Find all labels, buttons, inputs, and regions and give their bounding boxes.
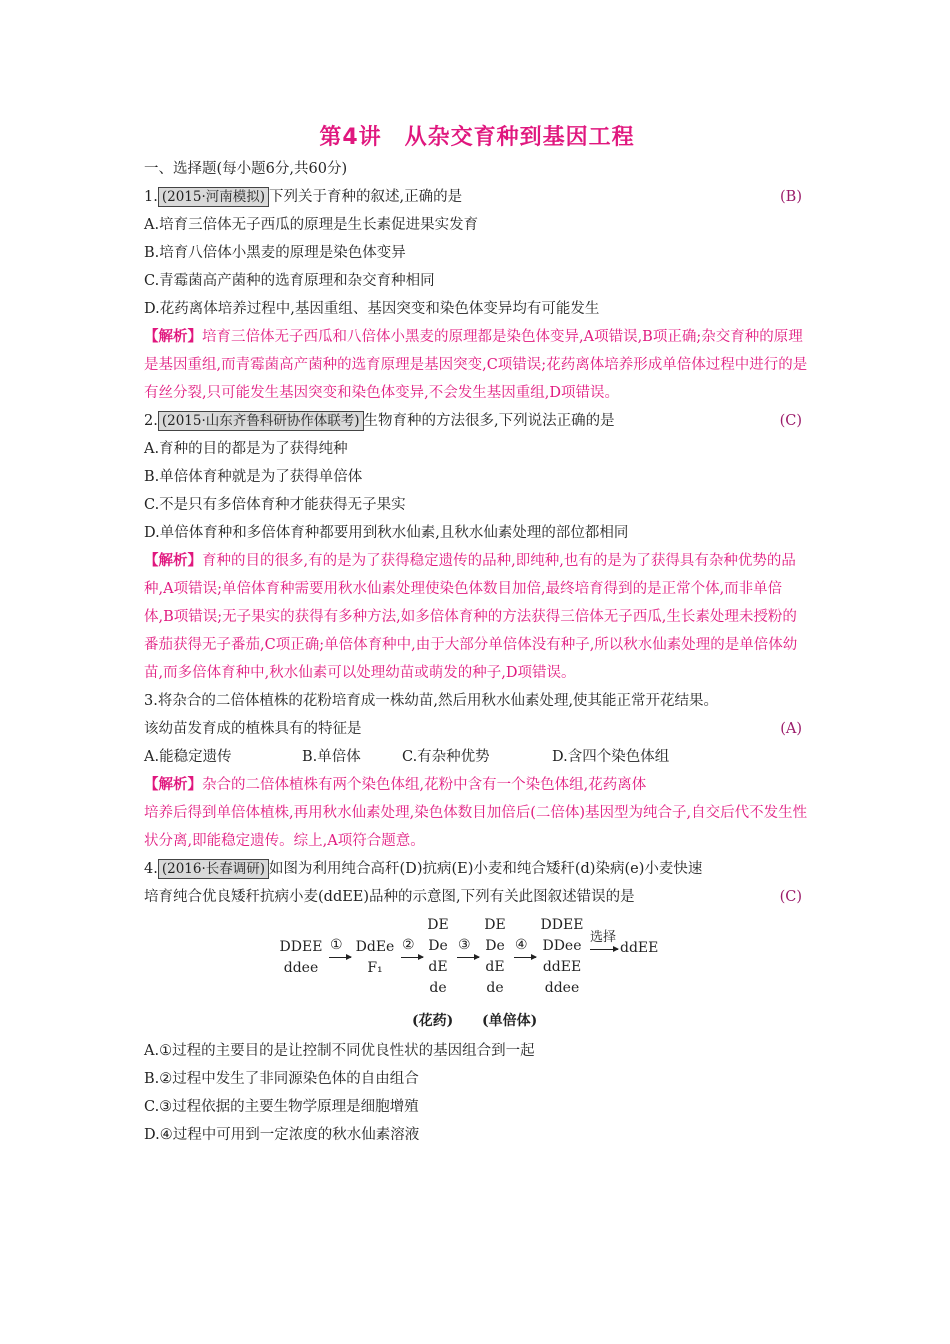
option: B.单倍体 xyxy=(302,749,361,765)
step-2-marker: ② xyxy=(402,937,415,953)
parent-genotypes: DDEE ddee xyxy=(279,939,323,976)
question-4-stem: 4. (2016·长春调研) 如图为利用纯合高秆(D)抗病(E)小麦和纯合矮秆(d)染病(e)小麦快速 xyxy=(144,861,703,877)
section-heading: 一、选择题(每小题6分,共60分) xyxy=(144,161,348,177)
question-4-stem-cont: 培育纯合优良矮秆抗病小麦(ddEE)品种的示意图,下列有关此图叙述错误的是 (C) xyxy=(144,883,810,911)
step-4-marker: ④ xyxy=(515,937,528,953)
step-1-marker: ① xyxy=(330,937,343,953)
option: A.能稳定遗传 xyxy=(144,749,232,765)
question-1-stem: 1. (2015·河南模拟) 下列关于育种的叙述,正确的是 (B) xyxy=(144,183,810,211)
step-3-marker: ③ xyxy=(458,937,471,953)
analysis-block: 【解析】杂合的二倍体植株有两个染色体组,花粉中含有一个染色体组,花药离体 培养后得到单倍体植株,再用秋水仙素处理,染色体数目加倍后(二倍体)基因型为纯合子,自交后代不发生性状分离,即能稳定遗传。综上,A项符合题意。 xyxy=(144,776,808,849)
breeding-diagram xyxy=(144,915,810,1035)
page-title: 第4讲 从杂交育种到基因工程 xyxy=(319,125,635,150)
option: B.培育八倍体小黑麦的原理是染色体变异 xyxy=(144,245,406,261)
arrow-icon xyxy=(590,949,618,950)
option: D.单倍体育种和多倍体育种都要用到秋水仙素,且秋水仙素处理的部位都相同 xyxy=(144,525,629,541)
option: D.含四个染色体组 xyxy=(552,749,670,765)
pollen-genotypes: DE De dE de xyxy=(427,917,449,996)
question-2-stem: 2. (2015·山东齐鲁科研协作体联考) 生物育种的方法很多,下列说法正确的是 (C) xyxy=(144,407,810,435)
option: D.④过程中可用到一定浓度的秋水仙素溶液 xyxy=(144,1127,420,1143)
option: A.育种的目的都是为了获得纯种 xyxy=(144,441,348,457)
question-3-stem-cont: 该幼苗发育成的植株具有的特征是 (A) xyxy=(144,715,810,743)
question-source-tag: (2016·长春调研) xyxy=(158,859,269,879)
option: C.③过程依据的主要生物学原理是细胞增殖 xyxy=(144,1099,419,1115)
option: A.①过程的主要目的是让控制不同优良性状的基因组合到一起 xyxy=(144,1043,535,1059)
question-source-tag: (2015·山东齐鲁科研协作体联考) xyxy=(158,411,364,431)
analysis-block: 【解析】培育三倍体无子西瓜和八倍体小黑麦的原理都是染色体变异,A项错误,B项正确;杂交育种的原理是基因重组,而青霉菌高产菌种的选育原理是基因突变,C项错误;花药离体培养形成单倍体过程中进行的是有丝分裂,只可能发生基因突变和染色体变异,不会发生基因重组,D项错误。 xyxy=(144,328,808,401)
answer-label: (A) xyxy=(780,721,802,737)
option: B.单倍体育种就是为了获得单倍体 xyxy=(144,469,363,485)
arrow-icon xyxy=(514,957,536,958)
result-genotype: ddEE xyxy=(620,940,659,956)
question-source-tag: (2015·河南模拟) xyxy=(158,187,269,207)
answer-label: (B) xyxy=(780,189,802,205)
haploid-genotypes: DE De dE de xyxy=(484,917,506,996)
f1-genotype: DdEe F₁ xyxy=(355,939,395,976)
arrow-icon xyxy=(457,957,479,958)
anther-label: (花药) xyxy=(412,1013,454,1029)
question-3-stem: 3.将杂合的二倍体植株的花粉培育成一株幼苗,然后用秋水仙素处理,使其能正常开花结果。 xyxy=(144,693,719,709)
answer-label: (C) xyxy=(779,889,802,905)
haploid-label: (单倍体) xyxy=(482,1013,538,1029)
doubled-genotypes: DDEE DDee ddEE ddee xyxy=(540,917,584,996)
answer-label: (C) xyxy=(779,413,802,429)
option: C.有杂种优势 xyxy=(402,749,490,765)
option: C.青霉菌高产菌种的选育原理和杂交育种相同 xyxy=(144,273,435,289)
option: A.培育三倍体无子西瓜的原理是生长素促进果实发育 xyxy=(144,217,479,233)
arrow-icon xyxy=(401,957,423,958)
select-label: 选择 xyxy=(590,930,617,945)
worksheet-page xyxy=(144,120,810,1149)
analysis-block: 【解析】育种的目的很多,有的是为了获得稳定遗传的品种,即纯种,也有的是为了获得具有杂种优势的品种,A项错误;单倍体育种需要用秋水仙素处理使染色体数目加倍,最终培育得到的是正常个体,而非单倍体,B项错误;无子果实的获得有多种方法,如多倍体育种的方法获得三倍体无子西瓜,生长素处理未授粉的番茄获得无子番茄,C项正确;单倍体育种中,由于大部分单倍体没有种子,所以秋水仙素处理的是单倍体幼苗,而多倍体育种中,秋水仙素可以处理幼苗或萌发的种子,D项错误。 xyxy=(144,552,798,681)
option: D.花药离体培养过程中,基因重组、基因突变和染色体变异均有可能发生 xyxy=(144,301,600,317)
arrow-icon xyxy=(329,957,351,958)
options-row xyxy=(144,743,810,771)
option: B.②过程中发生了非同源染色体的自由组合 xyxy=(144,1071,419,1087)
option: C.不是只有多倍体育种才能获得无子果实 xyxy=(144,497,406,513)
